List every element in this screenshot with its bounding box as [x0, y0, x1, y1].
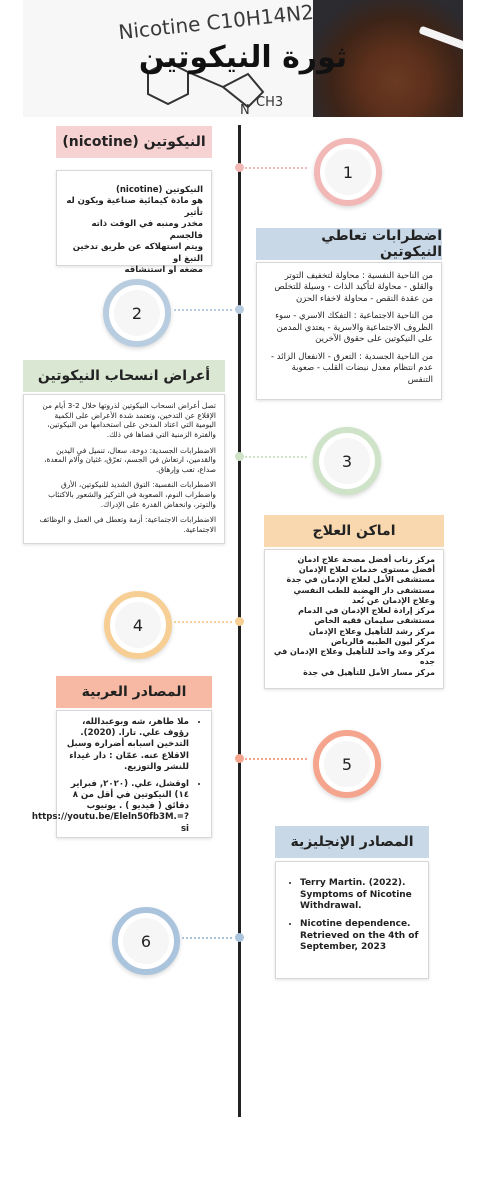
withdrawal-box	[23, 394, 225, 544]
withdrawal-header: أعراض انسحاب النيكوتين	[23, 360, 225, 392]
arabic-sources-header: المصادر العربية	[56, 676, 212, 708]
english-sources-header: المصادر الإنجليزية	[275, 826, 429, 858]
disorders-physical: من الناحية الجسدية : التعرق - الانفعال الزائد - عدم انتظام معدل نبضات القلب - صعوبة التنفس	[271, 351, 433, 385]
english-source-item: • Nicotine dependence. Retrieved on the 4th of September, 2023	[300, 919, 420, 954]
treatment-place: مركز إرادة لعلاج الإدمان في الدمام	[298, 606, 435, 616]
treatment-place: مركز مسار الأمل للتأهيل في جدة	[303, 667, 435, 677]
nicotine-line: ويتم استهلاكه عن طريق تدخين التبغ او	[72, 242, 203, 264]
nicotine-line: مخدر ومنبه في الوقت ذاته فالجسم	[91, 219, 203, 241]
treatment-place: مستشفى دار الهضبة للطب النفسي وعلاج الإدمان عن بُعد	[293, 585, 435, 605]
timeline-dot-3	[235, 452, 244, 461]
disorders-social: من الناحية الاجتماعية : التفكك الاسري - سوء الظروف الاجتماعية والاسرية - يعتدي المدمن على النيكوتين على حقوق الآخرين	[275, 311, 433, 345]
arabic-sources-box	[31, 710, 212, 838]
step-number-3: 3	[313, 427, 381, 495]
step-number-4: 4	[104, 591, 172, 659]
hero-banner	[23, 0, 463, 117]
withdrawal-social: الاضطرابات الاجتماعية: أزمة وتعطل في العمل و الوظائف الاجتماعية.	[39, 515, 216, 534]
arabic-source-item: • ملا طاهر، شه وبوعبدالله، رؤوف علي. تارا. (2020). التدخين اسبابه أضراره وسبل الاقلاع عنه. عمّان : دار غيداء للنشر والتوزيع.	[65, 717, 189, 773]
nicotine-header: النيكوتين (nicotine)	[56, 126, 212, 158]
withdrawal-physical: الاضطرابات الجسدية: دوخة، سعال، تنميل في اليدين والقدمين، ارتعاش في الجسم، تعرّق، غثيان وآلام المعدة، صداع، تعب وإرهاق.	[44, 445, 216, 474]
treatment-place: مستشفى سليمان فقيه الخاص	[314, 616, 435, 626]
step-number-6: 6	[112, 907, 180, 975]
withdrawal-psychological: الاضطرابات النفسية: التوق الشديد للنيكوتين، الأرق واضطراب النوم، الصعوبة في التركيز والشعور بالاكتئاب والتوتر، وانخفاض القدرة على الإدراك.	[48, 480, 216, 509]
nicotine-box	[56, 170, 212, 276]
svg-text:CH3: CH3	[256, 95, 284, 110]
timeline-connector-1	[245, 167, 307, 169]
timeline-connector-6	[182, 937, 232, 939]
timeline-dot-4	[235, 617, 244, 626]
nicotine-line: مضغه او استنشاقه	[124, 265, 203, 276]
english-source-item: • Terry Martin. (2022). Symptoms of Nicotine Withdrawal.	[300, 878, 420, 913]
timeline-dot-5	[235, 754, 244, 763]
arabic-source-item: • اوقشل، علي. (٢٠٢٠, فبراير ١٤) النيكوتين في أقل من ٨ دقائق ( فيديو ) . يوتيوب https://youtu.be/Eleln50fb3M.=?si	[65, 779, 189, 835]
timeline-dot-1	[235, 163, 244, 172]
nicotine-formula: Nicotine C10H14N2	[117, 0, 315, 45]
treatment-place: مستشفى الأمل لعلاج الإدمان في جدة	[286, 575, 435, 585]
step-number-5: 5	[313, 730, 381, 798]
timeline-connector-4	[174, 621, 232, 623]
disorders-psychological: من الناحية النفسية : محاولة لتخفيف التوتر والقلق - محاولة لتأكيد الذات - وسيلة للتخلص من عقدة النقص - محاولة لاخفاء الحزن	[274, 271, 433, 304]
treatment-box	[264, 549, 444, 689]
treatment-place: مركز وعد واحد للتأهيل وعلاج الإدمان في جده	[273, 647, 435, 667]
treatment-place: مركز ليون الطبيه فالرياض	[331, 636, 435, 646]
disorders-box	[256, 262, 442, 400]
disorders-header: اضطرابات تعاطي النيكوتين	[256, 228, 442, 260]
step-number-2: 2	[103, 279, 171, 347]
timeline-connector-5	[245, 758, 307, 760]
timeline-dot-2	[235, 305, 244, 314]
step-number-1: 1	[314, 138, 382, 206]
english-sources-box	[275, 861, 429, 979]
svg-text:N: N	[240, 103, 250, 117]
treatment-place: مركز رشد للتأهيل وعلاج الإدمان	[308, 626, 435, 636]
nicotine-line: هو مادة كيمائية صناعية ويكون له تأثير	[66, 196, 203, 218]
page-title: ثورة النيكوتين	[138, 40, 348, 75]
nicotine-line: النيكوتين (nicotine)	[115, 185, 203, 195]
timeline-connector-2	[174, 309, 232, 311]
treatment-place: مركز رتاب أفضل مصحة علاج ادمان أفضل مستوى خدمات لعلاج الإدمان	[297, 555, 435, 575]
withdrawal-intro: تصل أعراض انسحاب النيكوتين لذروتها خلال 2-3 أيام من الإقلاع عن التدخين، وتعتمد شدة الأعراض على الكمية اليومية التي اعتاد المدخن على استخدامها من النيكوتين، والفترة الزمنية التي قضاها في ذلك.	[42, 401, 216, 439]
timeline-connector-3	[245, 456, 307, 458]
treatment-header: اماكن العلاج	[264, 515, 444, 547]
timeline-dot-6	[235, 933, 244, 942]
